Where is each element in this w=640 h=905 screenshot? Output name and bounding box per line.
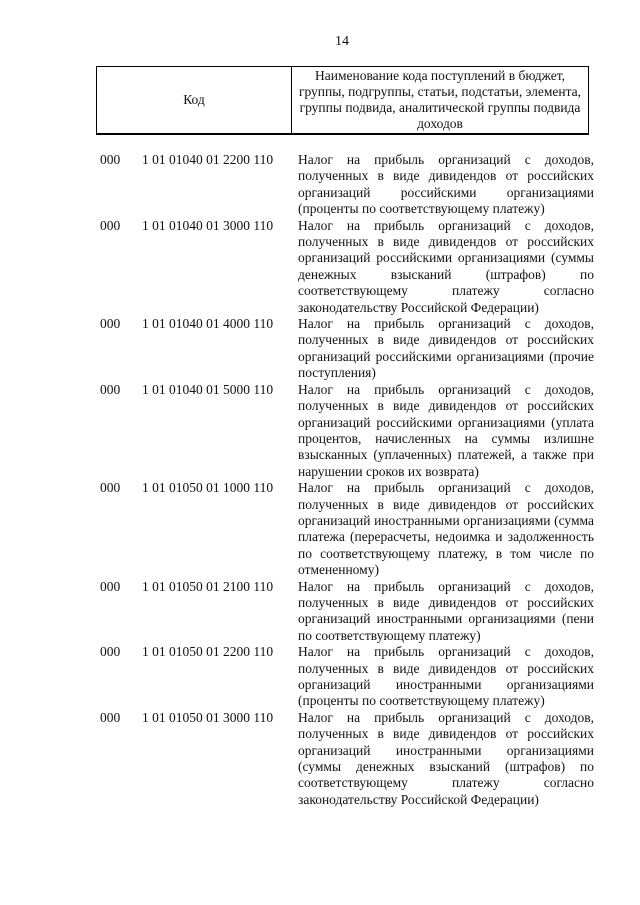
- revenue-name-cell: Налог на прибыль организаций с доходов, полученных в виде дивидендов от российских организаций российскими организациями (уплата процентов, начисленных на суммы излишне взысканных (уплаченных) платежей, а также при нарушении сроков их возврата): [298, 381, 594, 479]
- revenue-code-cell: 1 01 01050 01 1000 110: [142, 480, 274, 496]
- revenue-code-cell: 1 01 01040 01 4000 110: [142, 316, 274, 332]
- header-name-cell: Наименование кода поступлений в бюджет, группы, подгруппы, статьи, подстатьи, элемента, группы подвида, аналитической группы подвида доходов: [298, 68, 582, 131]
- admin-code-cell: 000: [100, 644, 121, 660]
- table-row: [100, 480, 594, 578]
- admin-code-cell: 000: [100, 480, 121, 496]
- table-row: [100, 710, 594, 808]
- revenue-code-cell: 1 01 01050 01 3000 110: [142, 709, 274, 725]
- table-body: [100, 152, 594, 808]
- table-row: [100, 152, 594, 218]
- revenue-code-cell: 1 01 01040 01 5000 110: [142, 381, 274, 397]
- revenue-code-cell: 1 01 01050 01 2200 110: [142, 644, 274, 660]
- revenue-name-cell: Налог на прибыль организаций с доходов, полученных в виде дивидендов от российских организаций российскими организациями (прочие поступления): [298, 316, 594, 381]
- page-number: 14: [335, 34, 349, 49]
- revenue-name-cell: Налог на прибыль организаций с доходов, полученных в виде дивидендов от российских организаций российскими организациями (проценты по соответствующему платежу): [298, 152, 594, 217]
- admin-code-cell: 000: [100, 381, 121, 397]
- table-row: [100, 382, 594, 480]
- revenue-name-cell: Налог на прибыль организаций с доходов, полученных в виде дивидендов от российских организаций российскими организациями (суммы денежных взысканий (штрафов) по соответствующему платежу согласно законодательству Российской Федерации): [298, 217, 594, 315]
- revenue-name-cell: Налог на прибыль организаций с доходов, полученных в виде дивидендов от российских организаций иностранными организациями (суммы денежных взысканий (штрафов) по соответствующему платежу согласно законодательству Российской Федерации): [298, 709, 594, 807]
- revenue-code-cell: 1 01 01040 01 2200 110: [142, 152, 274, 167]
- table-header: [96, 66, 589, 135]
- admin-code-cell: 000: [100, 709, 121, 725]
- table-row: [100, 644, 594, 710]
- admin-code-cell: 000: [100, 217, 121, 233]
- table-row: [100, 218, 594, 316]
- revenue-name-cell: Налог на прибыль организаций с доходов, полученных в виде дивидендов от российских организаций иностранными организациями (пени по соответствующему платежу): [298, 578, 594, 643]
- header-code-cell: Код: [97, 67, 292, 133]
- table-row: [100, 316, 594, 382]
- admin-code-cell: 000: [100, 152, 121, 167]
- table-row: [100, 579, 594, 645]
- revenue-name-cell: Налог на прибыль организаций с доходов, полученных в виде дивидендов от российских организаций иностранными организациями (проценты по соответствующему платежу): [298, 644, 594, 709]
- admin-code-cell: 000: [100, 578, 121, 594]
- revenue-code-cell: 1 01 01050 01 2100 110: [142, 578, 274, 594]
- revenue-code-cell: 1 01 01040 01 3000 110: [142, 217, 274, 233]
- revenue-name-cell: Налог на прибыль организаций с доходов, полученных в виде дивидендов от российских организаций иностранными организациями (сумма платежа (перерасчеты, недоимка и задолженность по соответствующему платежу, в том числе по отмененному): [298, 480, 594, 578]
- admin-code-cell: 000: [100, 316, 121, 332]
